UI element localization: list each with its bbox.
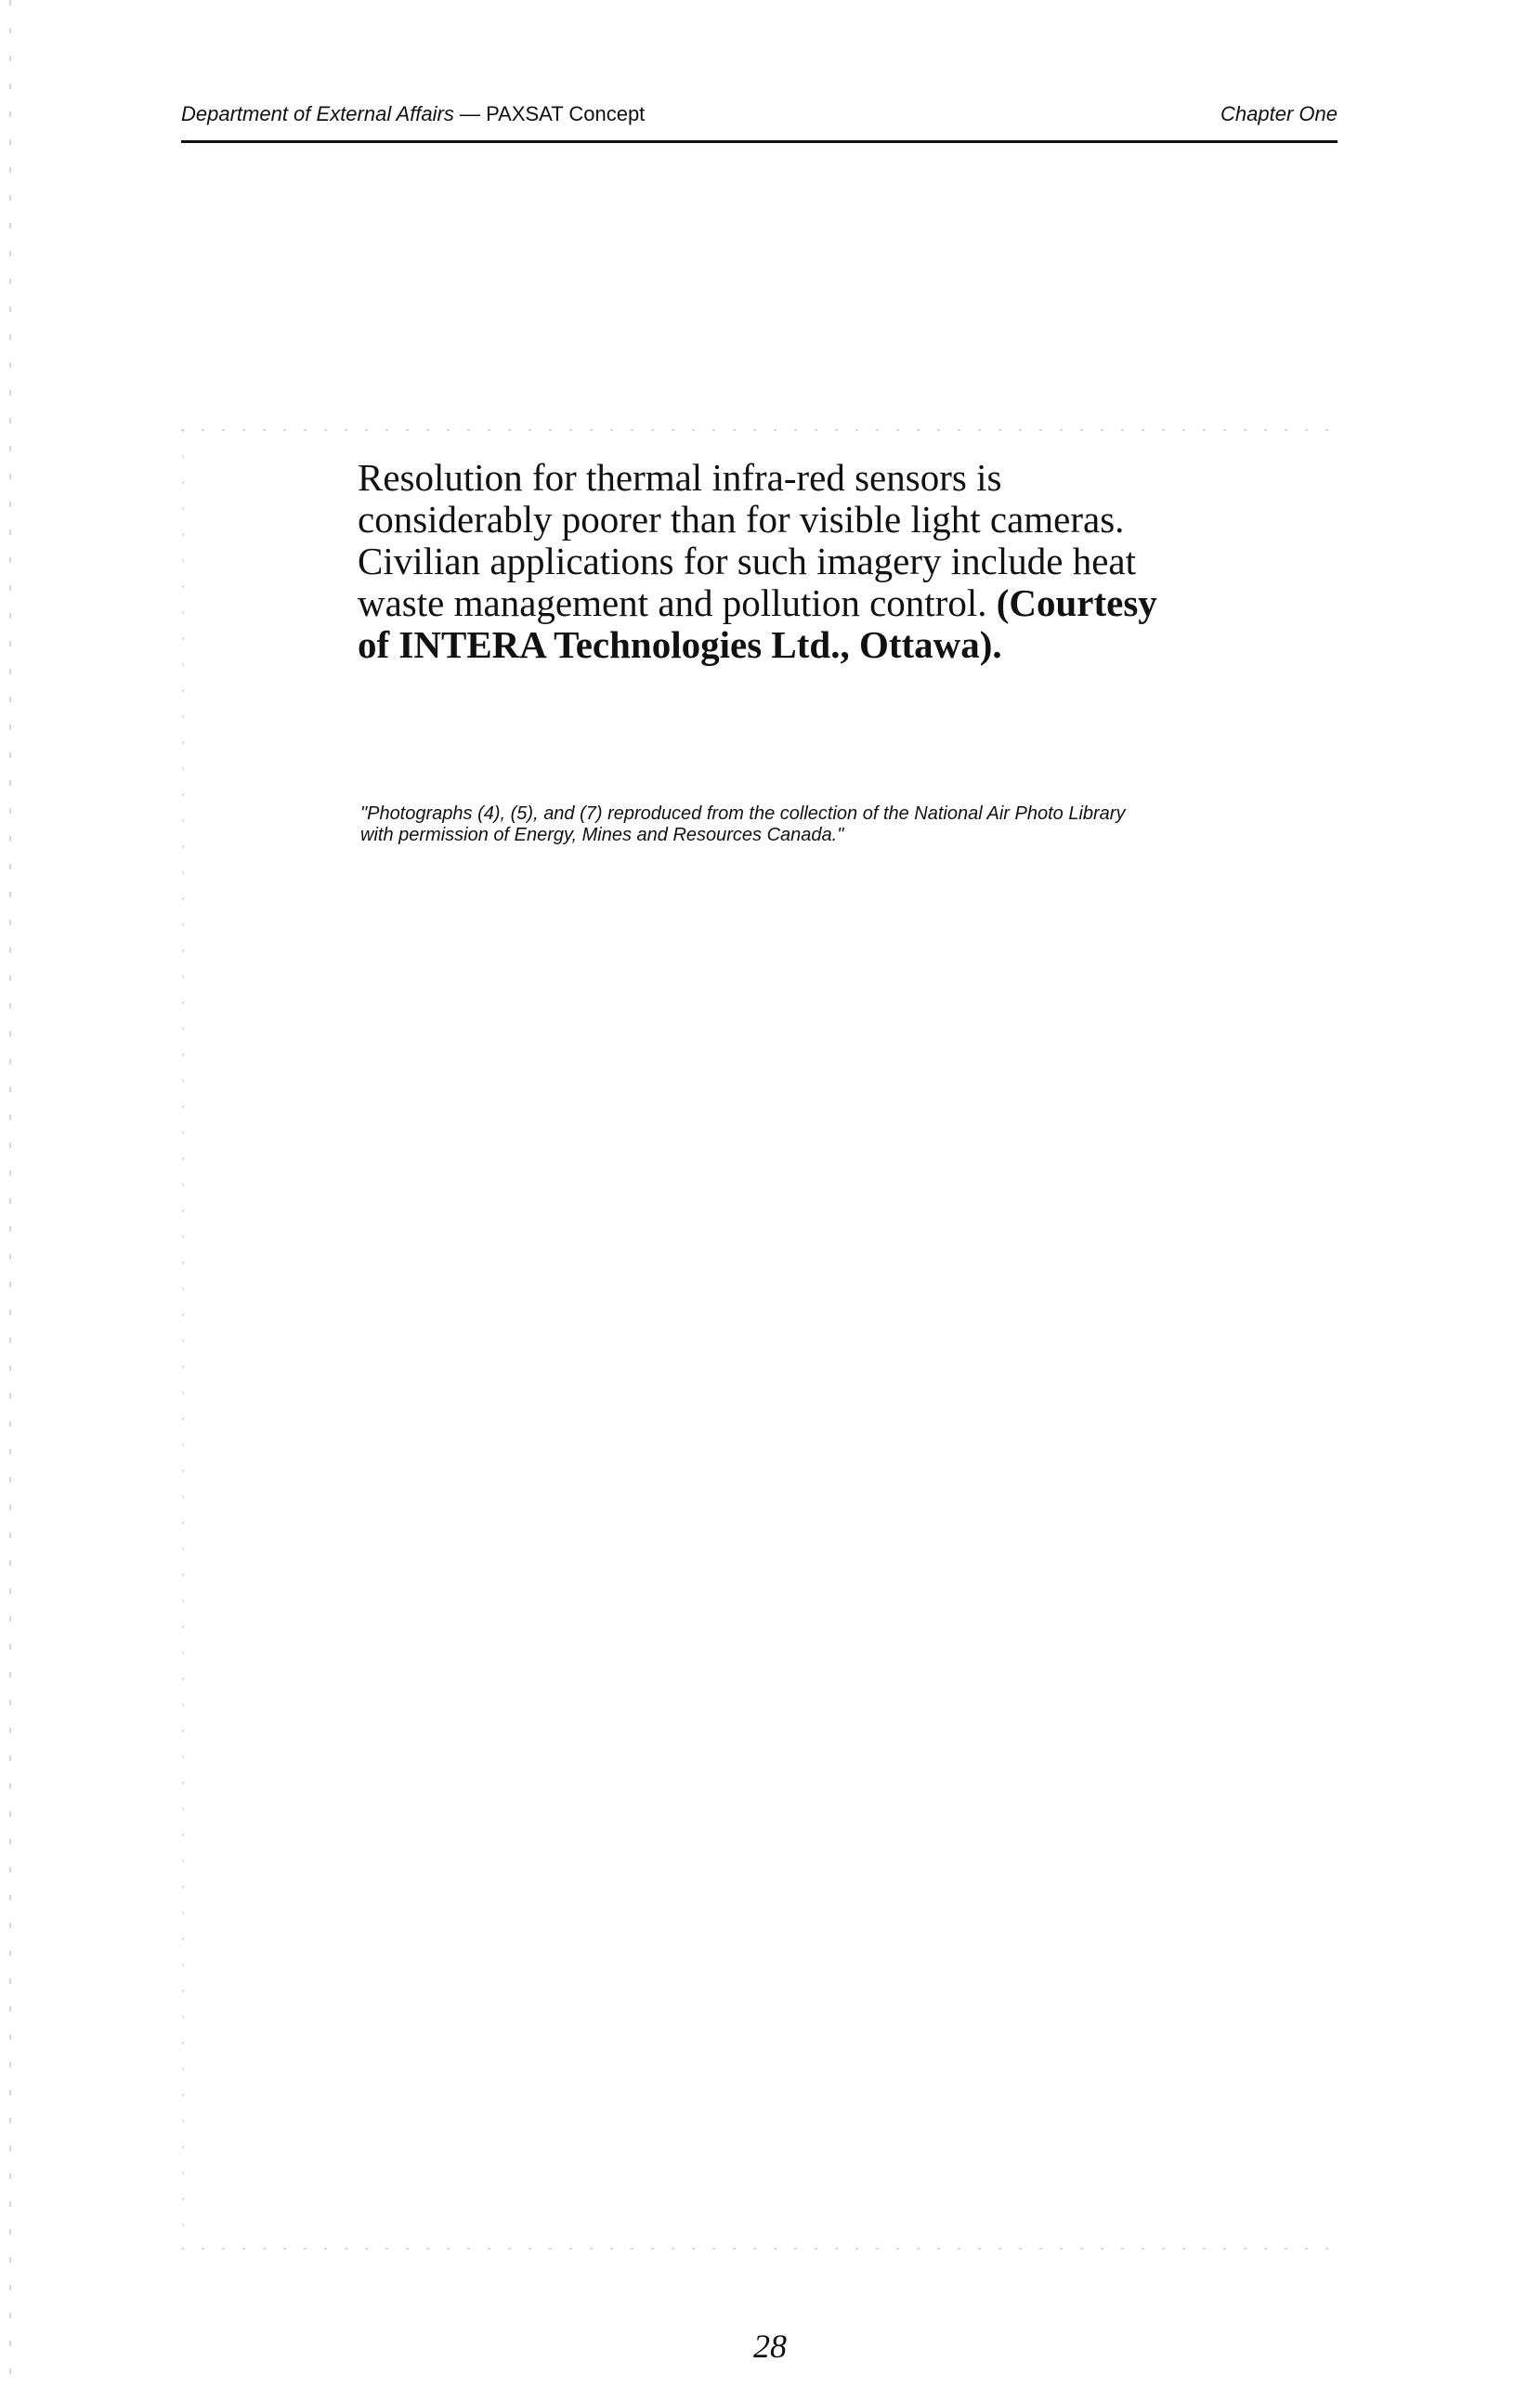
header-title: — PAXSAT Concept [453,102,646,125]
header-department: Department of External Affairs [181,102,454,125]
scan-dotted-line-top [181,429,1342,431]
page-number: 28 [753,2328,787,2365]
header-rule [181,140,1338,143]
header-left [181,102,645,126]
figure-caption [358,457,1175,666]
scan-dotted-line-left [182,429,184,2248]
header-chapter: Chapter One [1220,102,1338,125]
scan-dotted-line-bottom [181,2248,1342,2250]
caption-courtesy: (Courtesy of INTERA Technologies Ltd., Ottawa). [358,581,1157,666]
photo-credit: "Photographs (4), (5), and (7) reproduced from the collection of the National Air Photo Library with permission of Energy, Mines and Resources Canada." [360,803,1126,845]
running-header [181,102,1338,139]
scan-edge-artifact [9,0,11,2388]
caption-text: Resolution for thermal infra-red sensors is considerably poorer than for visible light cameras. Civilian applications for such imagery include heat waste management and pollution control. [358,456,1136,624]
